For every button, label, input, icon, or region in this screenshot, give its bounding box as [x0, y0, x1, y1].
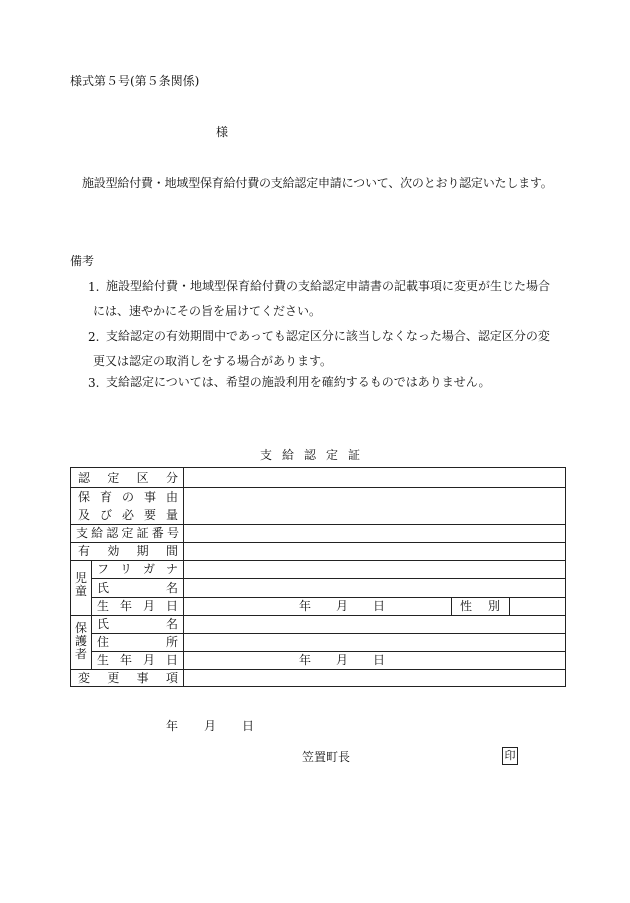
label-nintei-kubun: 認 定 区 分 — [78, 471, 178, 485]
label-certificate-number: 支 給 認 定 証 番 号 — [76, 526, 179, 540]
label-child-birthdate: 生 年 月 日 — [97, 599, 178, 613]
guardian-birth-month: 月 — [336, 653, 349, 667]
label-hitsuyo-ryo: 及 び 必 要 量 — [78, 508, 178, 522]
label-guardian-group: 保護者 — [74, 621, 87, 661]
note-3-number: 3. — [88, 376, 100, 390]
label-guardian-address: 住 所 — [97, 635, 178, 649]
seal-mark: 印 — [502, 747, 518, 765]
label-child-name: 氏 名 — [97, 581, 178, 595]
issue-month: 月 — [204, 719, 217, 733]
label-child-furigana: フ リ ガ ナ — [97, 562, 178, 576]
label-valid-period: 有 効 期 間 — [78, 544, 178, 558]
issue-day: 日 — [242, 719, 255, 733]
certificate-table — [70, 467, 566, 687]
note-1-line1: 施設型給付費・地域型保育給付費の支給認定申請書の記載事項に変更が生じた場合 — [106, 279, 551, 293]
note-2-line1: 支給認定の有効期間中であっても認定区分に該当しなくなった場合、認定区分の変 — [106, 329, 550, 343]
label-guardian-birthdate: 生 年 月 日 — [97, 653, 178, 667]
note-1-line2: には、速やかにその旨を届けてください。 — [93, 304, 322, 318]
note-2-line2: 更又は認定の取消しをする場合があります。 — [93, 354, 333, 368]
label-sex: 性 別 — [460, 599, 500, 613]
child-birth-day: 日 — [373, 599, 386, 613]
guardian-birth-year: 年 — [299, 653, 312, 667]
issuer-name: 笠置町長 — [302, 750, 351, 764]
note-2-number: 2. — [88, 330, 100, 344]
certificate-title: 支給認定証 — [259, 448, 370, 462]
issue-year: 年 — [166, 719, 179, 733]
recipient-suffix: 様 — [216, 125, 229, 139]
note-3-line1: 支給認定については、希望の施設利用を確約するものではありません。 — [106, 375, 491, 389]
notes-heading: 備考 — [70, 254, 95, 268]
child-birth-year: 年 — [299, 599, 312, 613]
label-change-items: 変 更 事 項 — [78, 671, 178, 685]
form-number: 様式第５号(第５条関係) — [70, 74, 200, 88]
label-child-group: 児童 — [74, 571, 87, 598]
note-1-number: 1. — [88, 280, 100, 294]
label-hoiku-jiyu: 保 育 の 事 由 — [78, 490, 178, 504]
label-guardian-name: 氏 名 — [97, 617, 178, 631]
intro-text: 施設型給付費・地域型保育給付費の支給認定申請について、次のとおり認定いたします。 — [82, 176, 553, 190]
child-birth-month: 月 — [336, 599, 349, 613]
guardian-birth-day: 日 — [373, 653, 386, 667]
